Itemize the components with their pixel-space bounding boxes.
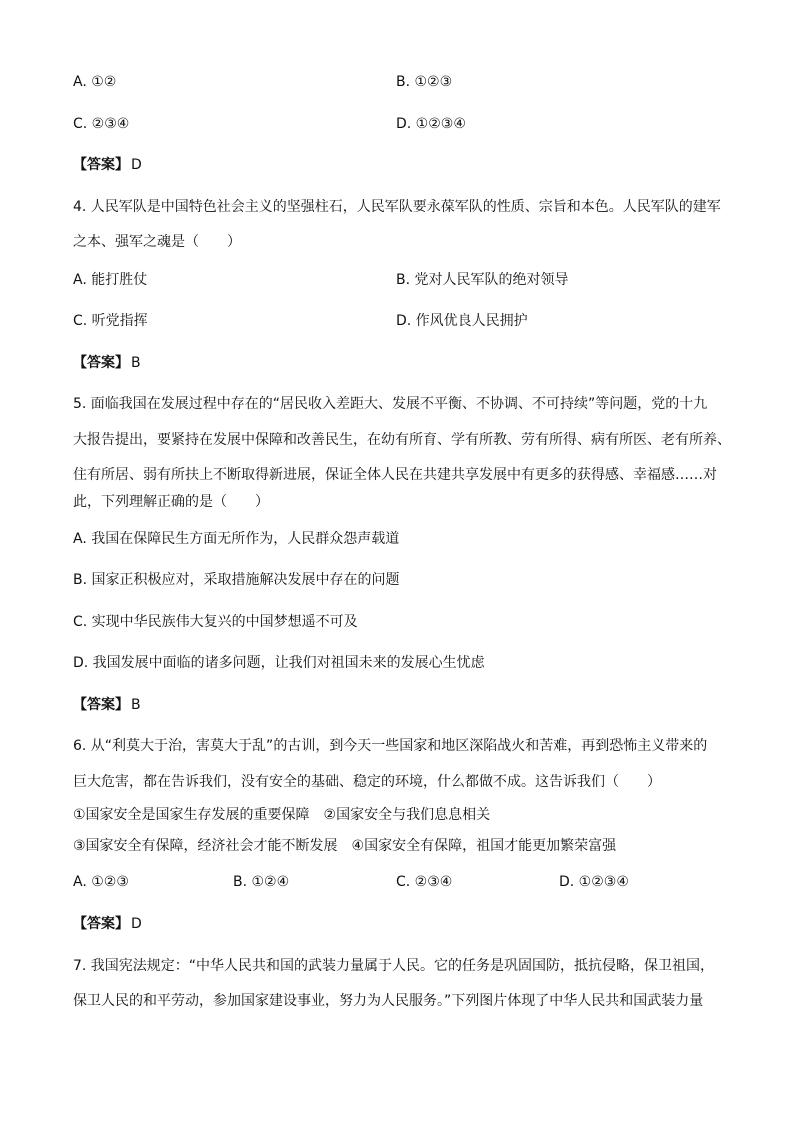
q5-option-b: B. 国家正积极应对，采取措施解决发展中存在的问题: [73, 572, 400, 588]
q5-answer: [73, 695, 141, 715]
answer-label: 【答案】: [73, 355, 129, 371]
q5-stem-line-2: 大报告提出，要紧持在发展中保障和改善民生，在幼有所育、学有所教、劳有所得、病有所医、老有所养、: [73, 432, 731, 448]
q5-stem-line-1: 5. 面临我国在发展过程中存在的“居民收入差距大、发展不平衡、不协调、不可持续”等问题，党的十九: [73, 396, 708, 412]
q5-option-a: A. 我国在保障民生方面无所作为，人民群众怨声载道: [73, 531, 400, 547]
q4-option-b: B. 党对人民军队的绝对领导: [396, 272, 569, 288]
q5-stem-line-3: 住有所居、弱有所扶上不断取得新进展，保证全体人民在共建共享发展中有更多的获得感、幸福感……对: [73, 467, 717, 483]
q4-stem-line-2: 之本、强军之魂是（ ）: [73, 234, 241, 250]
q4-option-a: A. 能打胜仗: [73, 272, 148, 288]
q6-statements-line-2: ③国家安全有保障，经济社会才能不断发展 ④国家安全有保障，祖国才能更加繁荣富强: [73, 838, 617, 854]
answer-label: 【答案】: [73, 697, 129, 713]
q7-stem-line-2: 保卫人民的和平劳动，参加国家建设事业，努力为人民服务。”下列图片体现了中华人民共和国武装力量: [73, 993, 704, 1009]
q3-option-d: D. ①②③④: [396, 116, 466, 132]
q4-option-c: C. 听党指挥: [73, 313, 148, 329]
answer-value: B: [131, 697, 141, 713]
q6-option-a: A. ①②③: [73, 874, 129, 890]
q5-stem-line-4: 此，下列理解正确的是（ ）: [73, 494, 269, 510]
q5-option-d: D. 我国发展中面临的诸多问题，让我们对祖国未来的发展心生忧虑: [73, 655, 485, 671]
q6-option-d: D. ①②③④: [559, 874, 629, 890]
q3-option-a: A. ①②: [73, 74, 117, 90]
answer-value: B: [131, 355, 141, 371]
q6-stem-line-2: 巨大危害，都在告诉我们，没有安全的基础、稳定的环境，什么都做不成。这告诉我们（ ）: [73, 774, 661, 790]
answer-value: D: [131, 916, 142, 932]
q6-options-row: [73, 872, 713, 892]
answer-label: 【答案】: [73, 916, 129, 932]
q6-answer: [73, 914, 142, 934]
q7-stem-line-1: 7. 我国宪法规定：“中华人民共和国的武装力量属于人民。它的任务是巩固国防，抵抗侵略，保卫祖国，: [73, 958, 715, 974]
q6-option-c: C. ②③④: [396, 874, 453, 890]
q6-stem-line-1: 6. 从“利莫大于治，害莫大于乱”的古训，到今天一些国家和地区深陷战火和苦难，再到恐怖主义带来的: [73, 738, 708, 754]
q4-answer: [73, 353, 141, 373]
q3-answer: [73, 155, 142, 175]
answer-label: 【答案】: [73, 157, 129, 173]
q4-option-d: D. 作风优良人民拥护: [396, 313, 528, 329]
q6-statements-line-1: ①国家安全是国家生存发展的重要保障 ②国家安全与我们息息相关: [73, 807, 491, 823]
q5-option-c: C. 实现中华民族伟大复兴的中国梦想遥不可及: [73, 614, 358, 630]
q4-stem-line-1: 4. 人民军队是中国特色社会主义的坚强柱石，人民军队要永葆军队的性质、宗旨和本色。人民军队的建军: [73, 199, 721, 215]
q3-option-c: C. ②③④: [73, 116, 130, 132]
q6-option-b: B. ①②④: [233, 874, 290, 890]
answer-value: D: [131, 157, 142, 173]
q3-option-b: B. ①②③: [396, 74, 453, 90]
